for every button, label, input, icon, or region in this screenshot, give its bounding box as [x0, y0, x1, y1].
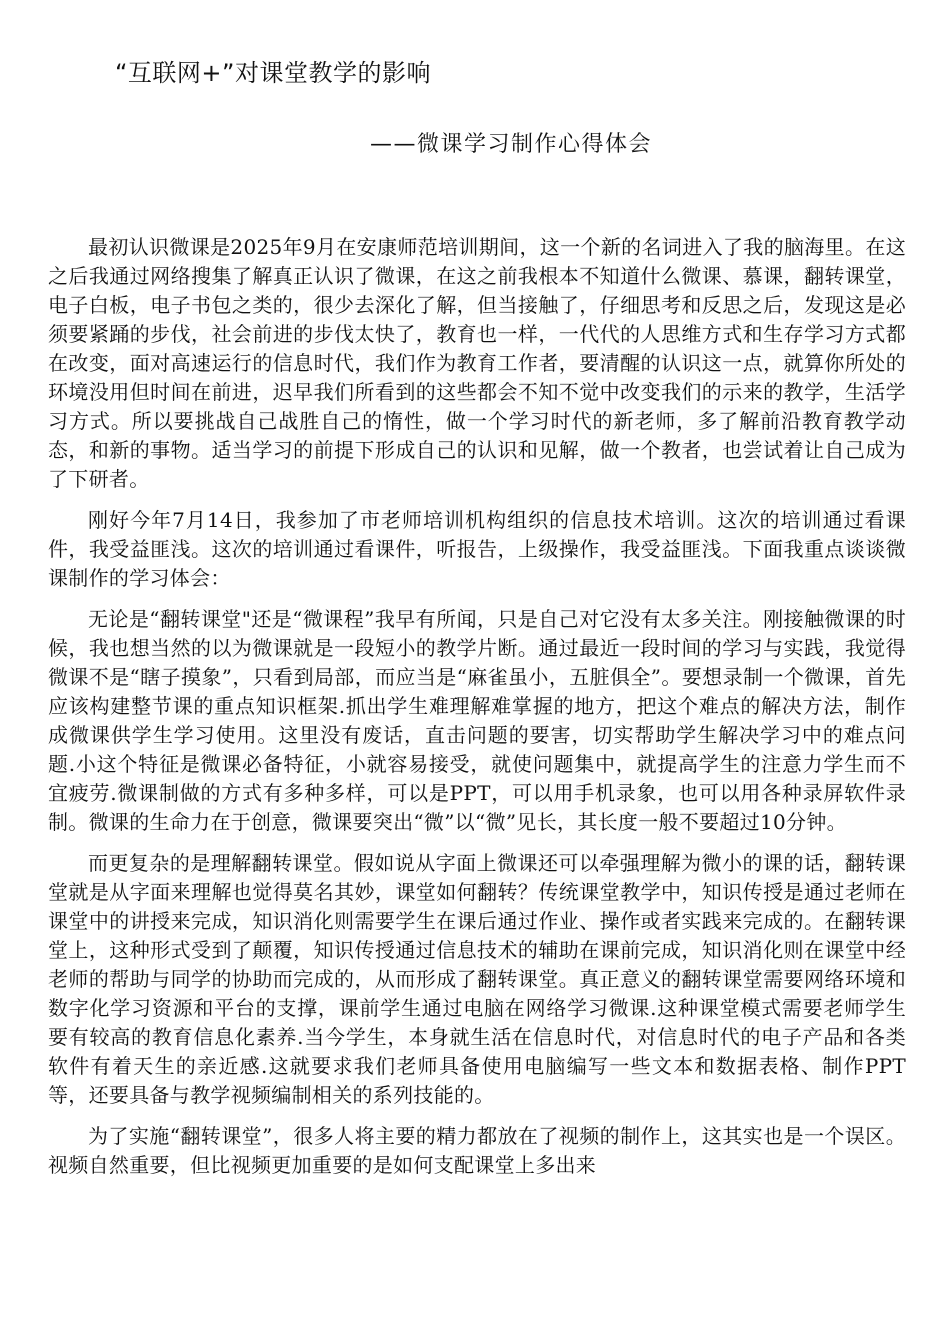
document-subtitle: ——微课学习制作心得体会: [370, 132, 653, 157]
document-body: [48, 233, 906, 1192]
paragraph-3: 无论是“翻转课堂"还是“微课程”我早有所闻，只是自己对它没有太多关注。刚接触微课的时候，我也想当然的以为微课就是一段短小的教学片断。通过最近一段时间的学习与实践，我觉得微课不是“瞎子摸象”，只看到局部，而应当是“麻雀虽小，五脏俱全”。要想录制一个微课，首先应该构建整节课的重点知识框架.抓出学生难理解难掌握的地方，把这个难点的解决方法，制作成微课供学生学习使用。这里没有废话，直击问题的要害，切实帮助学生解决学习中的难点问题.小这个特征是微课必备特征，小就容易接受，就使问题集中，就提高学生的注意力学生而不宜疲劳.微课制做的方式有多种多样，可以是PPT，可以用手机录象，也可以用各种录屏软件录制。微课的生命力在于创意，微课要突出“微”以“微”见长，其长度一般不要超过10分钟。: [48, 607, 906, 834]
paragraph-2: 刚好今年7月14日，我参加了市老师培训机构组织的信息技术培训。这次的培训通过看课件，我受益匪浅。这次的培训通过看课件，听报告，上级操作，我受益匪浅。下面我重点谈谈微课制作的学习体会：: [48, 508, 906, 590]
paragraph-4: 而更复杂的是理解翻转课堂。假如说从字面上微课还可以牵强理解为微小的课的话，翻转课堂就是从字面来理解也觉得莫名其妙，课堂如何翻转？传统课堂教学中，知识传授是通过老师在课堂中的讲授来完成，知识消化则需要学生在课后通过作业、操作或者实践来完成的。在翻转课堂上，这种形式受到了颠覆，知识传授通过信息技术的辅助在课前完成，知识消化则在课堂中经老师的帮助与同学的协助而完成的，从而形成了翻转课堂。真正意义的翻转课堂需要网络环境和数字化学习资源和平台的支撑，课前学生通过电脑在网络学习微课.这种课堂模式需要老师学生要有较高的教育信息化素养.当今学生，本身就生活在信息时代，对信息时代的电子产品和各类软件有着天生的亲近感.这就要求我们老师具备使用电脑编写一些文本和数据表格、制作PPT等，还要具备与教学视频编制相关的系列技能的。: [48, 851, 906, 1107]
paragraph-1: 最初认识微课是2025年9月在安康师范培训期间，这一个新的名词进入了我的脑海里。在这之后我通过网络搜集了解真正认识了微课，在这之前我根本不知道什么微课、慕课，翻转课堂，电子白板，电子书包之类的，很少去深化了解，但当接触了，仔细思考和反思之后，发现这是必须要紧踊的步伐，社会前进的步伐太快了，教育也一样，一代代的人思维方式和生存学习方式都在改变，面对高速运行的信息时代，我们作为教育工作者，要清醒的认识这一点，就算你所处的环境没用但时间在前进，迟早我们所看到的这些都会不知不觉中改变我们的示来的教学，生活学习方式。所以要挑战自己战胜自己的惰性，做一个学习时代的新老师，多了解前沿教育教学动态，和新的事物。适当学习的前提下形成自己的认识和见解，做一个教者，也尝试着让自己成为了下研者。: [48, 235, 906, 491]
paragraph-5: 为了实施“翻转课堂”，很多人将主要的精力都放在了视频的制作上，这其实也是一个误区。视频自然重要，但比视频更加重要的是如何支配课堂上多出来: [48, 1124, 906, 1177]
document-title: “互联网+”对课堂教学的影响: [115, 59, 431, 87]
